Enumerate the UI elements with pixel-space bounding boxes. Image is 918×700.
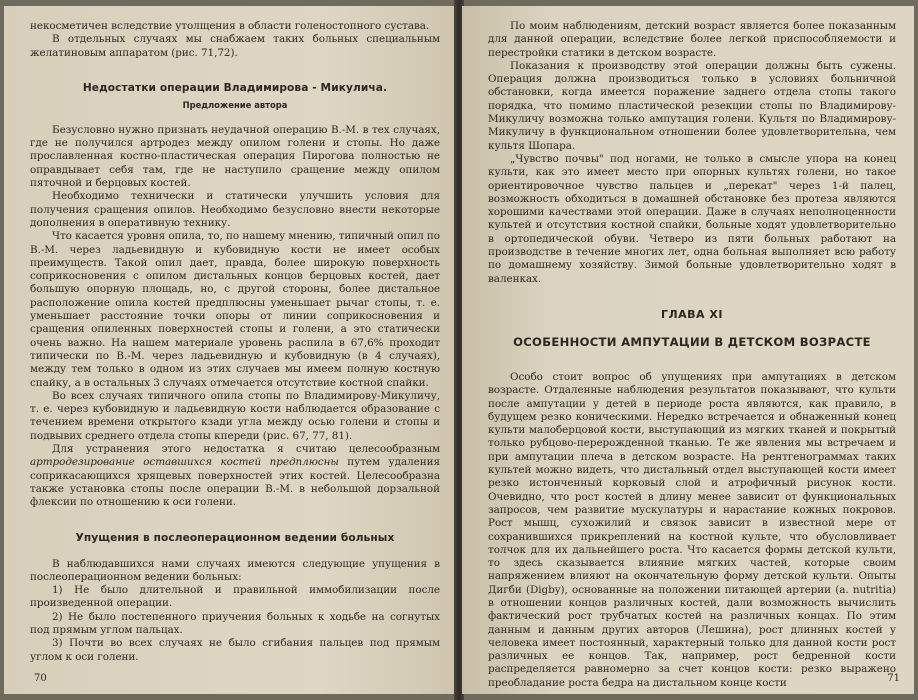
page-number: 70 [34, 673, 47, 684]
left-paragraph: В наблюдавшихся нами случаях имеются следующие упущения в послеоперационном ведении больных: [30, 557, 440, 583]
left-paragraph: Во всех случаях типичного опила стопы по Владимирову-Микуличу, т. е. через кубовидную и ладьевидную кости наблюдается образование с течением времени открытого кзади угла между осью голени и стопы и подвывих среднего отдела стопы кпереди (рис. 67, 77, 81). [30, 389, 440, 442]
chapter-title: ОСОБЕННОСТИ АМПУТАЦИИ В ДЕТСКОМ ВОЗРАСТЕ [513, 334, 871, 349]
left-paragraph: Необходимо технически и статически улучшить условия для получения сращения опилов. Необходимо безусловно внести некоторые дополнения в оперативную технику. [30, 190, 440, 229]
left-page [4, 6, 456, 694]
section-heading: Недостатки операции Владимирова - Микулича. [82, 81, 388, 94]
left-paragraph: Что касается уровня опила, то, по нашему мнению, типичный опил по В.-М. через ладьевидную и кубовидную кости не имеет особых преимуществ. Такой опил дает, правда, более широкую поверхность соприкосновения с опилом дистальных концов берцовых костей, дает большую опорную площадь, но, с другой стороны, более дистальное расположение опила костей предплюсны уменьшает рычаг стопы, т. е. уменьшает расстояние точки опоры от линии соприкосновения и сращения опиленных поверхностей стопы и голени, а это статически очень важно. На нашем материале уровень распила в 67,6% проходит типически по В.-М. через ладьевидную и кубовидную (в 4 случаях), между тем только в одном из этих случаев мы имеем полную костную спайку, а в остальных 3 случаях отмечается отсутствие костной спайки. [30, 230, 440, 389]
right-paragraph: „Чувство почвы" под ногами, не только в смысле упора на конец культи, как это имеет место при опорных культях голени, но такое ориентировочное чувство пальцев и „перекат" через 1-й палец, возможность обходиться в домашней обстановке без протеза являются хорошими качествами этой операции. Даже в случаях неполноценности культей и отсутствия костной спайки, больные ходят удовлетворительно в ортопедической обуви. Четверо из пяти больных работают на производстве в течение многих лет, одна больная выполняет всю работу по домашнему хозяйству. Зимой больные удовлетворительно ходят в валенках. [488, 152, 896, 285]
left-paragraph: 2) Не было постепенного приучения больных к ходьбе на согнутых под прямым углом пальцах. [30, 610, 440, 636]
right-paragraph: Показания к производству этой операции должны быть сужены. Операция должна производиться только в условиях больничной обстановки, когда имеется поражение заднего отдела стопы такого порядка, что помимо пластической резекции стопы по Владимирову-Микуличу возможна только ампутация голени. Культя по Владимирову-Микуличу в функциональном отношении более удовлетворительна, чем культя Шопара. [488, 59, 896, 152]
right-paragraph: Особо стоит вопрос об упущениях при ампутациях в детском возрасте. Отдаленные наблюдения результатов показывают, что культи после ампутации у детей в периоде роста являются, как правило, в будущем резко коническими. Нередко встречается и обнаженный конец культи малоберцовой кости, выступающий из мягких тканей и покрытый только рубцово-перерожденной тканью. Те же явления мы встречаем и при ампутации плеча в детском возрасте. На рентгенограммах таких культей можно видеть, что дистальный отдел выступающей кости имеет резко истонченный корковый слой и атрофичный рисунок кости. Очевидно, что рост костей в длину менее зависит от функциональных запросов, чем развитие мускулатуры и нарастание кожных покровов. Рост мышц, сухожилий и связок зависит в известной мере от сохранившихся прикреплений на костной культе, что обусловливает толчок для их дальнейшего роста. Что касается формы детской культи, то здесь сказывается влияние мягких частей, которые своим напряжением влияют на окончательную форму детской культи. Опыты Дигби (Digby), основанные на положении питающей артерии (a. nutritia) в отношении концов различных костей, дали возможность вычислить фактический рост трубчатых костей на различных концах. По этим данным и данным других авторов (Лешина), рост длинных костей у человека имеет постоянный, характерный только для данной кости рост различных ее концов. Так, например, рост бедренной кости распределяется равномерно за счет концов кости: резко выражено преобладание роста бедра на дистальном конце кости [488, 370, 896, 689]
left-paragraph-emphasis: Для устранения этого недостатка я считаю целесообразным артродезирование оставшихся костей предплюсны путем удаления соприкасающихся хрящевых поверхностей этих костей. Целесообразна также установка стопы после операции В.-М. в небольшой дорзальной флексии по отношению к оси голени. [30, 443, 440, 509]
section-heading: Упущения в послеоперационном ведении больных [75, 531, 395, 544]
left-paragraph: Безусловно нужно признать неудачной операцию В.-М. в тех случаях, где не получился артродез между опилом голени и стопы. Но даже прославленная костно-пластическая операция Пирогова полностью не оправдывает себя там, где не наступило сращение между опилом пяточной и берцовых костей. [30, 123, 440, 190]
right-page [462, 6, 914, 694]
left-paragraph: В отдельных случаях мы снабжаем таких больных специальным желатиновым аппаратом (рис. 71,72). [30, 33, 440, 59]
left-paragraph: 1) Не было длительной и правильной иммобилизации после произведенной операции. [30, 584, 440, 610]
left-paragraph: некосметичен вследствие утолщения в области голеностопного сустава. [30, 20, 430, 32]
emphasized-phrase: артродезирование оставшихся костей предплюсны [30, 456, 339, 469]
section-subheading: Предложение автора [182, 99, 288, 110]
page-number: 71 [887, 673, 900, 684]
right-paragraph: По моим наблюдениям, детский возраст является более показанным для данной операции, вследствие более легкой приспособляемости и перестройки статики в детском возрасте. [488, 20, 896, 59]
chapter-label: ГЛАВА XI [661, 307, 723, 321]
left-paragraph: 3) Почти во всех случаях не было сгибания пальцев под прямым углом к оси голени. [30, 637, 440, 663]
